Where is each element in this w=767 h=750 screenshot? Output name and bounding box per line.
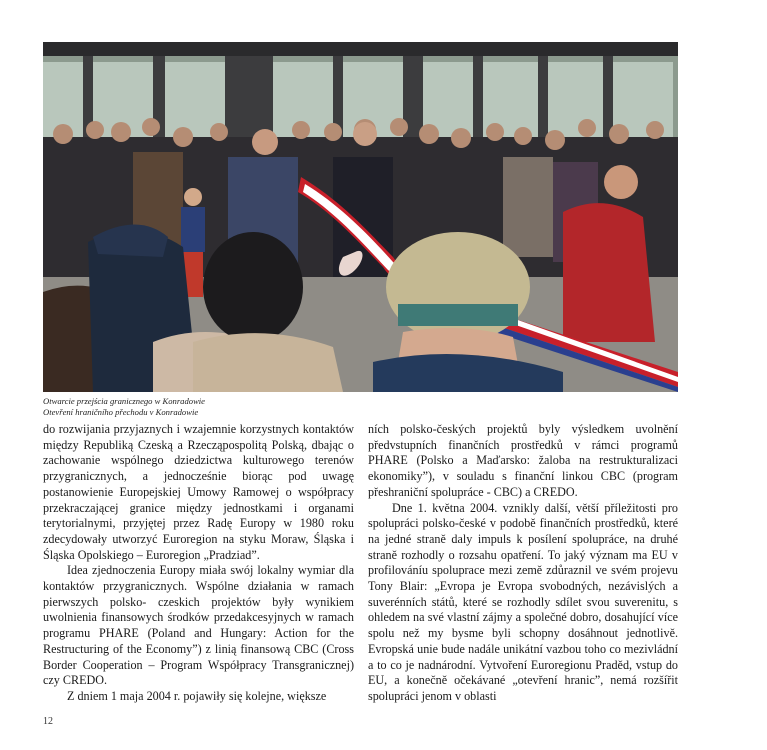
left-paragraph-2: Idea zjednoczenia Europy miała swój lokalny wymiar dla kontaktów przygranicznych. Wspólne działania w ramach pierwszych polsko- czeskich projektów były wynikiem uwolnienia finansowych środków przedakcesyjnych w ramach programu PHARE (Poland and Hungary: Action for the Restructuring of the Economy”) z linią finansową CBC (Cross Border Cooperation – Program Współpracy Transgranicznej) czy CREDO. [43,563,354,688]
right-paragraph-2: Dne 1. května 2004. vznikly další, větší příležitosti pro spolupráci polsko-české v podobě finančních prostředků, které na jedné straně daly impuls k posílení spolupráce, na druhé straně rozhodly o rozsahu opatření. To jaký význam ma EU v profilováníu spoluprace mezi země zdůraznil ve svém projevu Tony Blair: „Evropa je Evropa svobodných, nezávislých a suverénních států, které se rozhodly sdílet svou suverenitu, s ohledem na své vlastní zájmy a společné dobro, dosahující více spolu než my bysme byli schopny dosáhnout jednotlivě. Evropská unie bude nadále unikátní vazbou toho co mezivládní a to co je nadnárodní. Vytvoření Euroregionu Praděd, vstup do EU, a konečně očekávané „otevření hranic”, nemá rozšířit spolupráci jenom v oblasti [368,500,678,703]
left-text-column [43,422,354,705]
right-text-column [368,422,678,705]
caption-czech: Otevření hraničního přechodu v Konradowie [43,406,199,417]
caption-polish: Otwarcie przejścia granicznego w Konradowie [43,396,206,406]
right-paragraph-1: ních polsko-českých projektů byly výsledkem uvolnění předvstupních finančních prostředků v rámci programů PHARE (Polsko a Maďarsko: žaloba na restrukturalizaci ekonomiky”), v souladu s finanční linkou CBC (program přeshraniční spolupráce - CBC) a CREDO. [368,422,678,499]
left-paragraph-1: do rozwijania przyjaznych i wzajemnie korzystnych kontaktów między Republiką Czeską a Rzecząpospolitą Polską, dbając o zachowanie wspólnego dziedzictwa kulturowego terenów przygranicznych, a jednocześnie biorąc pod uwagę postanowienie Europejskiej Umowy Ramowej o współpracy przekraczającej granice między jednostkami i organami terytorialnymi, przyjętej przez Radę Europy w 1980 roku zdecydowały utworzyć Euroregion na styku Moraw, Śląska i Śląska Opolskiego – Euroregion „Pradziad”. [43,422,354,562]
ceremony-photo [43,42,678,392]
left-paragraph-3: Z dniem 1 maja 2004 r. pojawiły się kolejne, większe [67,688,327,703]
photo-caption [43,396,443,417]
page-number: 12 [43,716,53,727]
ribbon-cutting-illustration [43,42,678,392]
